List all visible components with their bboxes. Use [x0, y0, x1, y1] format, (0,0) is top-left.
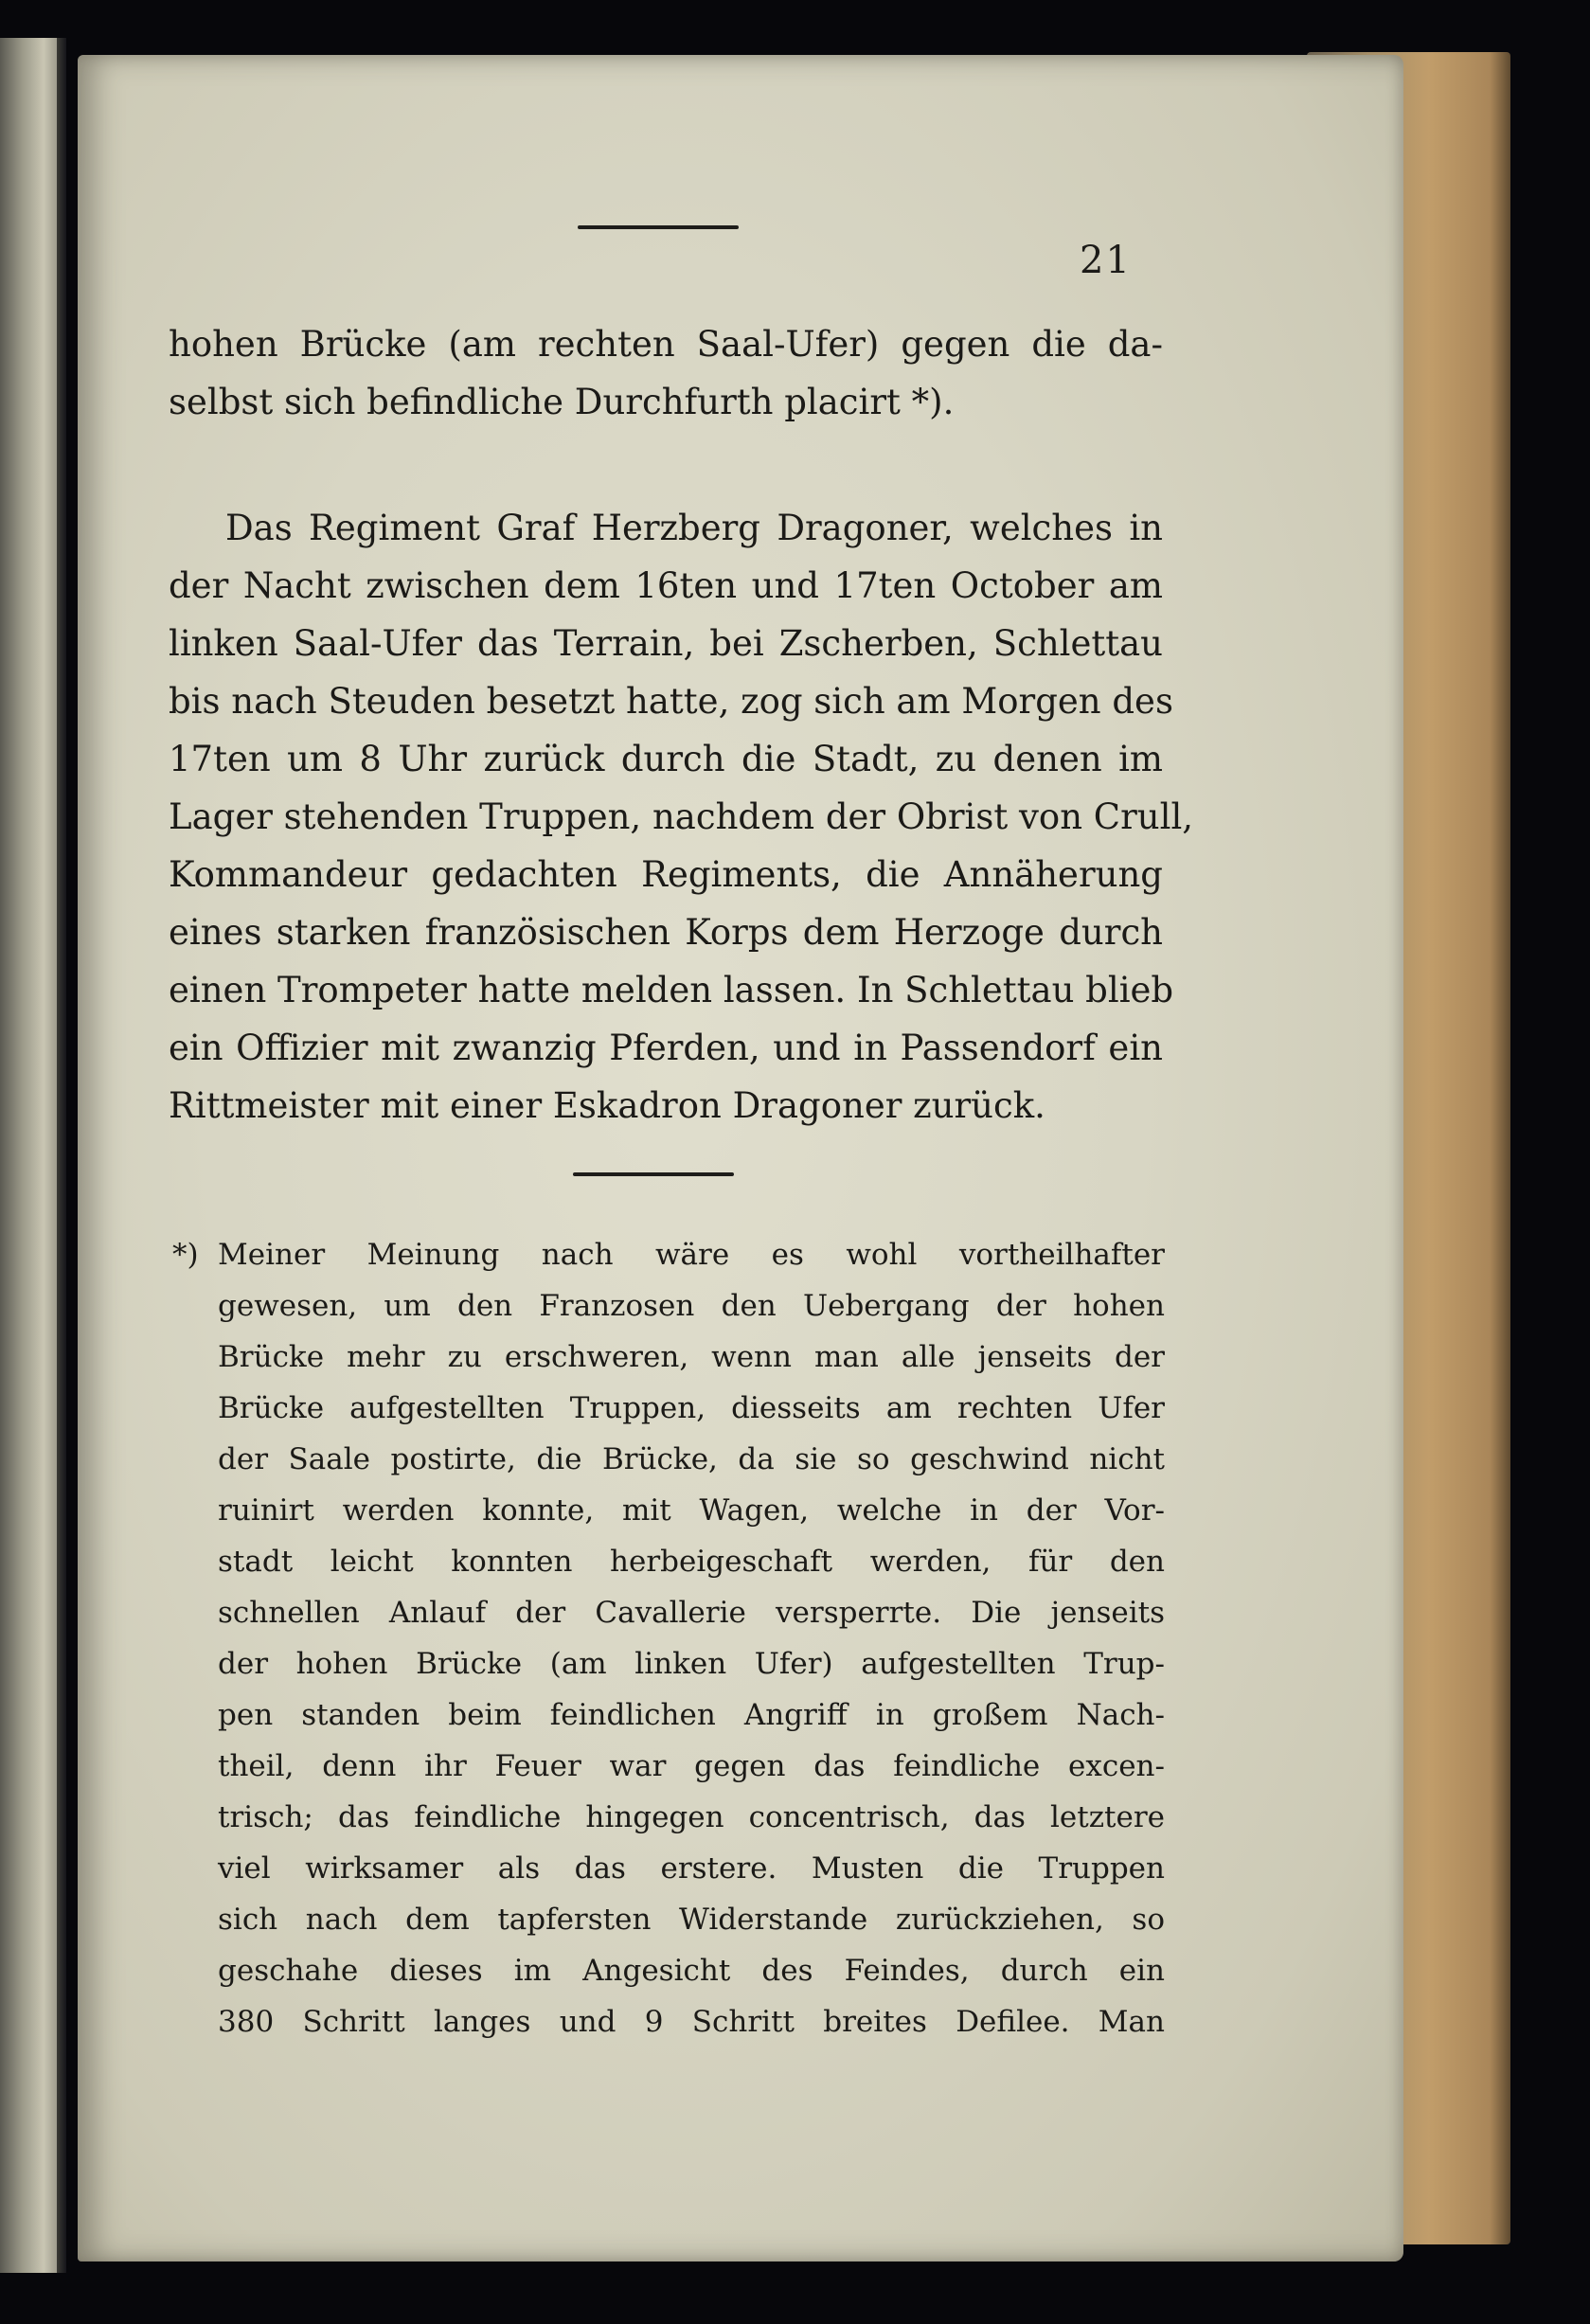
text-line: bis nach Steuden besetzt hatte, zog sich am Morgen des	[169, 681, 1173, 722]
footnote-line: geschahe dieses im Angesicht des Feindes, durch ein	[218, 1954, 1165, 1988]
text-line: linken Saal-Ufer das Terrain, bei Zscherben, Schlettau	[169, 623, 1163, 664]
footnote-line: trisch; das feindliche hingegen concentrisch, das letztere	[218, 1800, 1165, 1834]
footnote	[172, 1229, 1165, 2047]
footnote-line: ruinirt werden konnte, mit Wagen, welche in der Vor-	[218, 1493, 1165, 1528]
book-gutter	[57, 38, 66, 2273]
text-line: der Nacht zwischen dem 16ten und 17ten October am	[169, 565, 1163, 606]
footnote-line: pen standen beim feindlichen Angriff in großem Nach-	[218, 1698, 1165, 1732]
footnote-marker: *)	[172, 1238, 199, 1272]
footnote-line: theil, denn ihr Feuer war gegen das feindliche excen-	[218, 1749, 1165, 1783]
footnote-line: 380 Schritt langes und 9 Schritt breites Defilee. Man	[218, 2005, 1165, 2039]
text-line: Kommandeur gedachten Regiments, die Annäherung	[169, 854, 1163, 895]
text-line: einen Trompeter hatte melden lassen. In Schlettau blieb	[169, 970, 1174, 1010]
footnote-line: gewesen, um den Franzosen den Uebergang der hohen	[218, 1289, 1165, 1323]
main-text	[169, 315, 1194, 1135]
text-line: hohen Brücke (am rechten Saal-Ufer) gegen die da-	[169, 324, 1163, 365]
previous-page-edge	[0, 38, 63, 2273]
text-line: selbst sich befindliche Durchfurth placirt *).	[169, 382, 955, 422]
footnote-line: viel wirksamer als das erstere. Musten die Truppen	[218, 1851, 1165, 1886]
text-line: eines starken französischen Korps dem Herzoge durch	[169, 912, 1163, 953]
text-line: Lager stehenden Truppen, nachdem der Obrist von Crull,	[169, 796, 1194, 837]
header-rule	[578, 225, 739, 229]
footnote-line: Brücke aufgestellten Truppen, diesseits am rechten Ufer	[218, 1391, 1165, 1425]
text-line: ein Offizier mit zwanzig Pferden, und in Passendorf ein	[169, 1028, 1163, 1068]
footnote-line: schnellen Anlauf der Cavallerie versperrte. Die jenseits	[218, 1596, 1165, 1630]
page-number: 21	[1080, 239, 1132, 282]
footnote-line: sich nach dem tapfersten Widerstande zurückziehen, so	[218, 1903, 1165, 1937]
text-line: 17ten um 8 Uhr zurück durch die Stadt, zu denen im	[169, 739, 1163, 779]
footnote-line: Brücke mehr zu erschweren, wenn man alle jenseits der	[218, 1340, 1165, 1374]
text-line: Rittmeister mit einer Eskadron Dragoner zurück.	[169, 1085, 1045, 1126]
footnote-line: der Saale postirte, die Brücke, da sie so geschwind nicht	[218, 1442, 1165, 1476]
footnote-line: Meiner Meinung nach wäre es wohl vortheilhafter	[218, 1238, 1165, 1272]
footnote-rule	[573, 1172, 734, 1176]
footnote-line: stadt leicht konnten herbeigeschaft werden, für den	[218, 1545, 1165, 1579]
footnote-line: der hohen Brücke (am linken Ufer) aufgestellten Trup-	[218, 1647, 1165, 1681]
text-line: Das Regiment Graf Herzberg Dragoner, welches in	[225, 508, 1163, 548]
